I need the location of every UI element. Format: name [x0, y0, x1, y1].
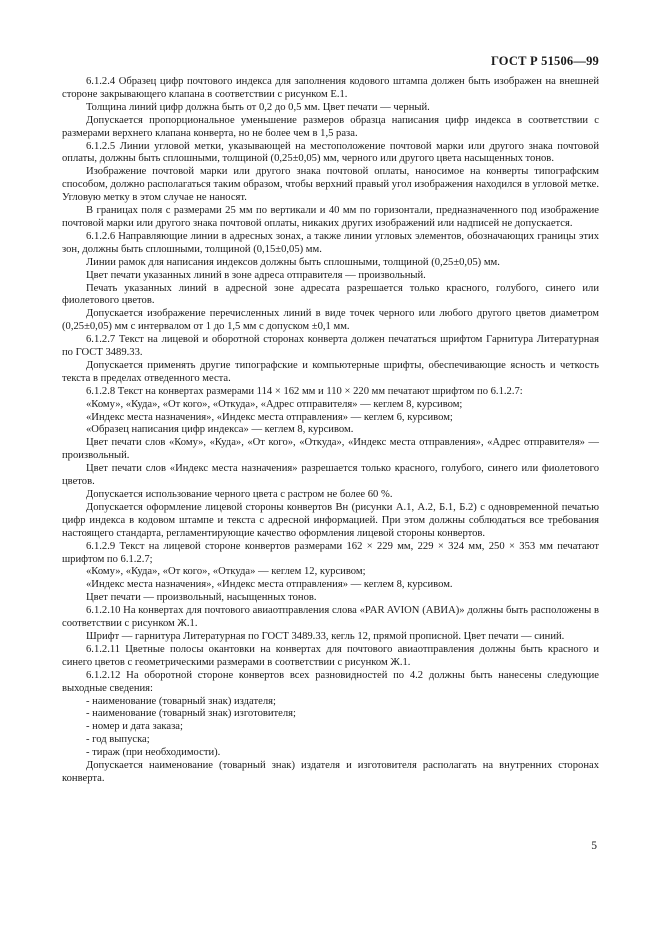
- paragraph: 6.1.2.12 На оборотной стороне конвертов всех разновидностей по 4.2 должны быть нанесены следующие выходные сведения:: [62, 669, 599, 694]
- paragraph: 6.1.2.11 Цветные полосы окантовки на конвертах для почтового авиаотправления должны быть красного и синего цветов с геометрическими размерами в соответствии с рисунком Ж.1.: [62, 643, 599, 668]
- document-body: [62, 76, 599, 786]
- paragraph: Цвет печати — произвольный, насыщенных тонов.: [86, 592, 317, 604]
- list-item: «Индекс места назначения», «Индекс места отправления» — кеглем 8, курсивом.: [86, 579, 453, 591]
- paragraph: Толщина линий цифр должна быть от 0,2 до 0,5 мм. Цвет печати — черный.: [86, 101, 430, 113]
- paragraph: 6.1.2.10 На конвертах для почтового авиаотправления слова «PAR AVION (АВИА)» должны быть расположены в соответствии с рисунком Ж.1.: [62, 605, 599, 630]
- paragraph: Линии рамок для написания индексов должны быть сплошными, толщиной (0,25±0,05) мм.: [86, 256, 500, 268]
- paragraph: Допускается использование черного цвета с растром не более 60 %.: [86, 489, 393, 500]
- list-item: - тираж (при необходимости).: [86, 747, 221, 759]
- paragraph: 6.1.2.7 Текст на лицевой и оборотной сторонах конверта должен печататься шрифтом Гарнитура Литературная по ГОСТ 3489.33.: [62, 334, 599, 359]
- paragraph: Допускается применять другие типографские и компьютерные шрифты, обеспечивающие ясность и четкость текста в пределах отведенного места.: [62, 359, 599, 384]
- paragraph: Допускается наименование (товарный знак) издателя и изготовителя располагать на внутренних сторонах конверта.: [62, 760, 599, 784]
- paragraph: Цвет печати слов «Индекс места назначения» разрешается только красного, голубого, синего или фиолетового цветов.: [62, 463, 599, 488]
- paragraph: 6.1.2.6 Направляющие линии в адресных зонах, а также линии угловых элементов, обозначающих границы этих зон, должны быть сплошными, толщиной (0,15±0,05) мм.: [62, 230, 599, 255]
- list-item: - номер и дата заказа;: [86, 721, 183, 733]
- paragraph: 6.1.2.9 Текст на лицевой стороне конвертов размерами 162 × 229 мм, 229 × 324 мм, 250 × 353 мм печатают шрифтом по 6.1.2.7;: [62, 540, 599, 565]
- list-item: - наименование (товарный знак) изготовителя;: [86, 708, 296, 720]
- paragraph: Допускается изображение перечисленных линий в виде точек черного или любого другого цветов диаметром (0,25±0,05) мм с интервалом от 1 до 1,5 мм с допуском ±0,1 мм.: [62, 308, 599, 333]
- paragraph: Цвет печати слов «Кому», «Куда», «От кого», «Откуда», «Индекс места отправления», «Адрес отправителя» — произвольный.: [62, 437, 599, 462]
- paragraph: Шрифт — гарнитура Литературная по ГОСТ 3489.33, кегль 12, прямой прописной. Цвет печати — синий.: [86, 630, 565, 642]
- list-item: «Кому», «Куда», «От кого», «Откуда», «Адрес отправителя» — кеглем 8, курсивом;: [86, 398, 463, 410]
- paragraph: Цвет печати указанных линий в зоне адреса отправителя — произвольный.: [86, 269, 426, 281]
- list-item: «Образец написания цифр индекса» — кеглем 8, курсивом.: [86, 424, 354, 436]
- list-item: «Кому», «Куда», «От кого», «Откуда» — кеглем 12, курсивом;: [86, 566, 366, 578]
- paragraph: Изображение почтовой марки или другого знака почтовой оплаты, наносимое на конверты типографским способом, должно располагаться таким образом, чтобы верхний правый угол изображения находился в угловой метке. Угловую метку в этом случае не наносят.: [62, 166, 599, 204]
- paragraph: 6.1.2.4 Образец цифр почтового индекса для заполнения кодового штампа должен быть изображен на внешней стороне закрывающего клапана в соответствии с рисунком Е.1.: [62, 76, 599, 100]
- paragraph: Допускается пропорциональное уменьшение размеров образца написания цифр индекса в соответствии с размерами верхнего клапана конверта, но не более чем в 1,5 раза.: [62, 114, 599, 139]
- list-item: - наименование (товарный знак) издателя;: [86, 695, 276, 707]
- standard-header: ГОСТ Р 51506—99: [490, 54, 599, 68]
- paragraph: В границах поля с размерами 25 мм по вертикали и 40 мм по горизонтали, предназначенного под изображение почтовой марки или другого знака почтовой оплаты, никаких других изображений или надписей не допускается.: [62, 205, 599, 229]
- list-item: «Индекс места назначения», «Индекс места отправления» — кеглем 6, курсивом;: [86, 411, 453, 423]
- paragraph: 6.1.2.5 Линии угловой метки, указывающей на местоположение почтовой марки или другого знака почтовой оплаты, должны быть сплошными, толщиной (0,25±0,05) мм, черного или другого цвета насыщенных тонов.: [62, 140, 599, 165]
- paragraph: Допускается оформление лицевой стороны конвертов Вн (рисунки А.1, А.2, Б.1, Б.2) с одновременной печатью цифр индекса в кодовом штампе и текста с адресной информацией. При этом должны соблюдаться все требования настоящего стандарта, регламентирующие качество оформления лицевой стороны конвертов.: [62, 501, 599, 539]
- list-item: - год выпуска;: [86, 734, 150, 746]
- page-number: 5: [591, 840, 597, 852]
- paragraph: Печать указанных линий в адресной зоне адресата разрешается только красного, голубого, синего или фиолетового цветов.: [62, 282, 599, 307]
- paragraph: 6.1.2.8 Текст на конвертах размерами 114 × 162 мм и 110 × 220 мм печатают шрифтом по 6.1.2.7:: [86, 385, 523, 397]
